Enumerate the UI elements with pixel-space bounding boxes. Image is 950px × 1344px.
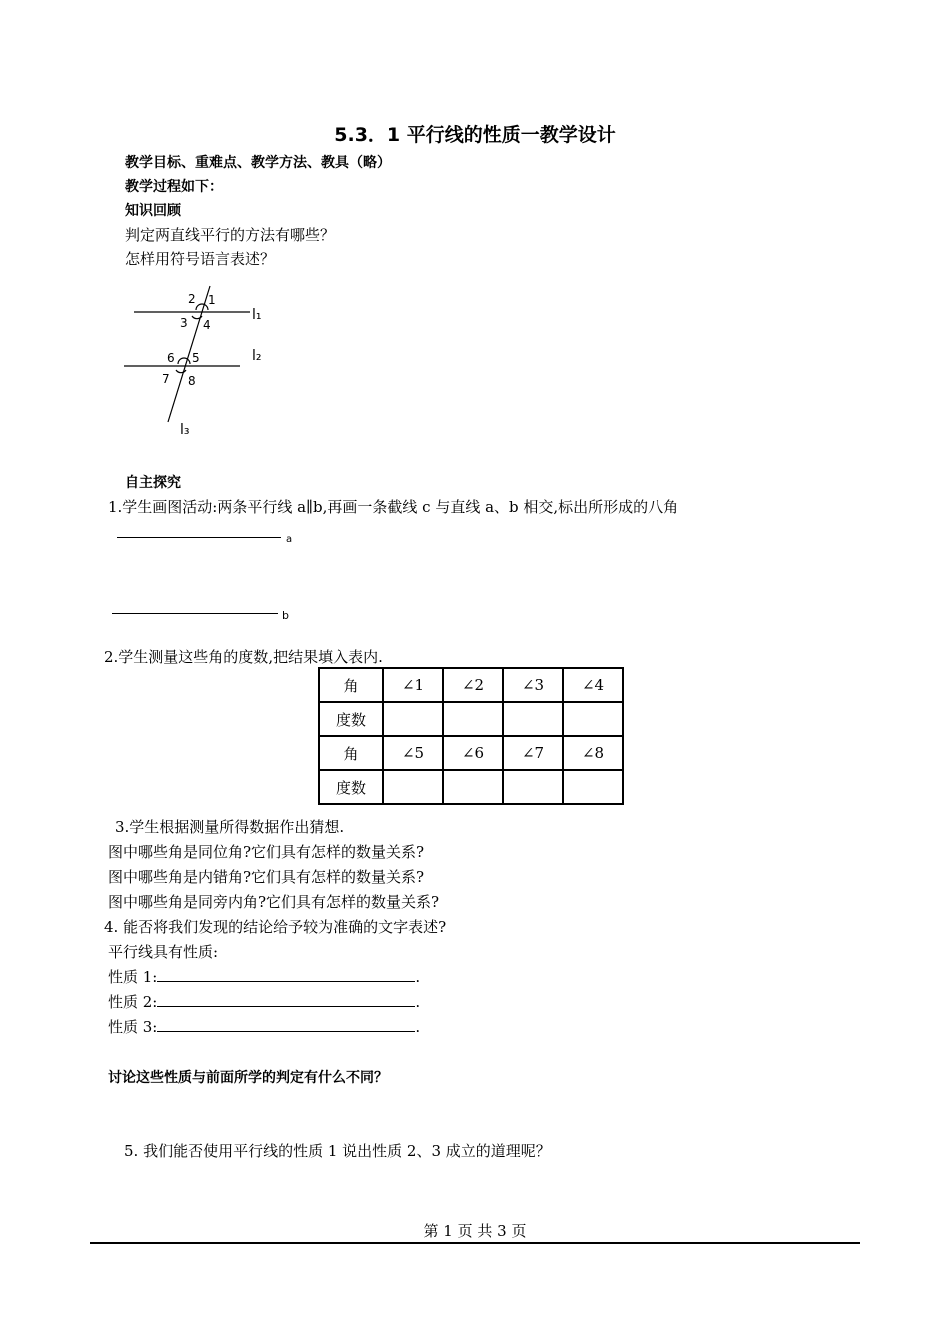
angle-label-4: 4 <box>203 318 211 332</box>
table-cell-angle-8: ∠8 <box>563 736 623 770</box>
heading-process: 教学过程如下： <box>125 179 223 195</box>
angle-measure-table <box>318 667 624 805</box>
angle-label-7: 7 <box>162 372 170 386</box>
property-1-blank[interactable] <box>157 967 415 982</box>
property-2-blank[interactable] <box>157 992 415 1007</box>
table-row <box>319 770 623 804</box>
table-cell-angle-1: ∠1 <box>383 668 443 702</box>
property-1-label: 性质 1: <box>108 968 158 986</box>
step-3-question-3: 图中哪些角是同旁内角?它们具有怎样的数量关系? <box>108 893 440 911</box>
angle-label-2: 2 <box>188 292 196 306</box>
table-cell-empty[interactable] <box>443 702 503 736</box>
line-label-l1: l₁ <box>252 307 262 323</box>
heading-objectives: 教学目标、重难点、教学方法、教具（略） <box>125 155 391 171</box>
parallel-line-a <box>117 537 281 538</box>
table-cell-empty[interactable] <box>563 702 623 736</box>
table-cell-empty[interactable] <box>503 770 563 804</box>
property-1 <box>108 966 420 987</box>
table-cell-angle-3: ∠3 <box>503 668 563 702</box>
step-3-question-2: 图中哪些角是内错角?它们具有怎样的数量关系? <box>108 868 425 886</box>
heading-discuss: 讨论这些性质与前面所学的判定有什么不同？ <box>108 1070 388 1086</box>
step-5: 5. 我们能否使用平行线的性质 1 说出性质 2、3 成立的道理呢？ <box>124 1142 551 1160</box>
table-cell-empty[interactable] <box>503 702 563 736</box>
step-3-question-1: 图中哪些角是同位角?它们具有怎样的数量关系? <box>108 843 425 861</box>
angle-label-8: 8 <box>188 374 196 388</box>
table-cell-empty[interactable] <box>383 770 443 804</box>
review-question-1: 判定两直线平行的方法有哪些？ <box>125 226 336 244</box>
heading-explore: 自主探究 <box>125 475 181 491</box>
table-cell-angle-7: ∠7 <box>503 736 563 770</box>
step-3: 3.学生根据测量所得数据作出猜想. <box>115 818 345 836</box>
step-2: 2.学生测量这些角的度数,把结果填入表内. <box>104 648 383 666</box>
property-3 <box>108 1016 420 1037</box>
table-cell-empty[interactable] <box>563 770 623 804</box>
angle-label-1: 1 <box>208 293 216 307</box>
table-cell-angle-4: ∠4 <box>563 668 623 702</box>
heading-review: 知识回顾 <box>125 203 181 219</box>
table-cell-empty[interactable] <box>383 702 443 736</box>
line-label-l2: l₂ <box>252 348 262 364</box>
line-label-b: b <box>282 609 289 622</box>
property-2 <box>108 991 420 1012</box>
page-footer: 第 1 页 共 3 页 <box>423 1222 527 1240</box>
table-cell-empty[interactable] <box>443 770 503 804</box>
properties-intro: 平行线具有性质: <box>108 943 219 961</box>
property-3-period: . <box>415 1018 421 1036</box>
table-cell-angle-2: ∠2 <box>443 668 503 702</box>
table-row <box>319 736 623 770</box>
review-question-2: 怎样用符号语言表述？ <box>125 250 276 268</box>
table-cell-degree-label: 度数 <box>319 702 383 736</box>
page-title: 5.3．1 平行线的性质一教学设计 <box>334 124 616 146</box>
property-3-blank[interactable] <box>157 1017 415 1032</box>
angle-arc-bottom <box>178 358 190 364</box>
angle-arc-top <box>196 304 208 310</box>
table-cell-angle-label: 角 <box>319 668 383 702</box>
line-label-a: a <box>286 534 293 545</box>
table-row <box>319 668 623 702</box>
property-2-label: 性质 2: <box>108 993 158 1011</box>
angle-label-3: 3 <box>180 316 188 330</box>
property-2-period: . <box>415 993 421 1011</box>
angle-label-5: 5 <box>192 351 200 365</box>
footer-divider <box>90 1242 860 1244</box>
transversal-figure <box>110 282 290 442</box>
table-cell-angle-6: ∠6 <box>443 736 503 770</box>
step-4: 4. 能否将我们发现的结论给予较为准确的文字表述? <box>104 918 447 936</box>
angle-label-6: 6 <box>167 351 175 365</box>
property-3-label: 性质 3: <box>108 1018 158 1036</box>
table-cell-degree-label: 度数 <box>319 770 383 804</box>
parallel-line-b <box>112 613 278 614</box>
table-cell-angle-5: ∠5 <box>383 736 443 770</box>
step-1: 1.学生画图活动:两条平行线 a∥b,再画一条截线 c 与直线 a、b 相交,标出所形成的八角 <box>108 498 679 516</box>
table-row <box>319 702 623 736</box>
property-1-period: . <box>415 968 421 986</box>
table-cell-angle-label: 角 <box>319 736 383 770</box>
line-label-l3: l₃ <box>180 422 190 438</box>
